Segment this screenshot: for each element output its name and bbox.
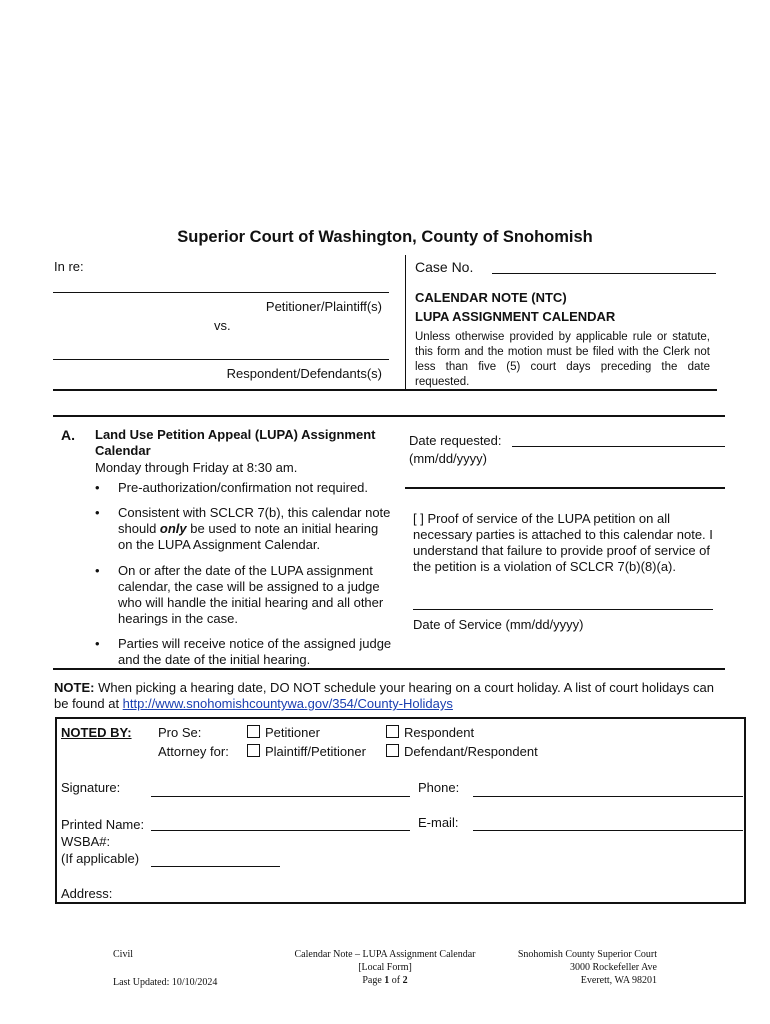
phone-field[interactable]: [473, 796, 743, 797]
attorney-plaintiff-checkbox[interactable]: [247, 744, 260, 757]
date-requested-label: Date requested:: [409, 433, 502, 448]
pro-se-petitioner-checkbox[interactable]: [247, 725, 260, 738]
email-field[interactable]: [473, 830, 743, 831]
page-total: 2: [402, 975, 408, 986]
vs-label: vs.: [214, 318, 231, 333]
form-title-lupa: LUPA ASSIGNMENT CALENDAR: [415, 309, 616, 324]
petitioner-name-line: [53, 292, 389, 293]
address-label: Address:: [61, 886, 113, 901]
printed-name-label: Printed Name:: [61, 817, 145, 832]
date-requested-field[interactable]: [512, 446, 725, 447]
date-requested-rule: [405, 487, 725, 489]
phone-label: Phone:: [418, 780, 460, 795]
footer-last-updated: Last Updated: 10/10/2024: [113, 977, 218, 988]
footer-form-name: Calendar Note – LUPA Assignment Calendar: [294, 949, 476, 960]
holidays-link[interactable]: http://www.snohomishcountywa.gov/354/County-Holidays: [122, 696, 453, 711]
email-label: E-mail:: [418, 815, 459, 830]
pro-se-respondent-checkbox[interactable]: [386, 725, 399, 738]
printed-name-field[interactable]: [151, 830, 410, 831]
signature-field[interactable]: [151, 796, 410, 797]
attorney-defendant-label: Defendant/Respondent: [404, 744, 538, 759]
pro-se-respondent-label: Respondent: [404, 725, 475, 740]
section-a-bottom-rule: [53, 668, 725, 670]
bullet-preauth-text: Pre-authorization/confirmation not required.: [118, 480, 369, 495]
case-no-field[interactable]: [492, 273, 716, 274]
bullet-notice: [95, 636, 395, 668]
respondent-name-line: [53, 359, 389, 360]
attorney-plaintiff-label: Plaintiff/Petitioner: [265, 744, 366, 759]
section-a-letter: A.: [61, 427, 75, 443]
date-of-service-field[interactable]: [413, 609, 713, 610]
page-of: of: [389, 975, 403, 986]
case-no-label: Case No.: [415, 259, 474, 275]
form-title-ntc: CALENDAR NOTE (NTC): [415, 290, 567, 305]
petitioner-label: Petitioner/Plaintiff(s): [265, 299, 382, 314]
caption-divider: [405, 255, 406, 391]
section-a-bullets: [95, 480, 395, 675]
note-text: When picking a hearing date, DO NOT schedule your hearing on a court holiday. A list of court holidays can be found at: [54, 680, 714, 711]
pro-se-petitioner-option[interactable]: [247, 725, 320, 740]
page-prefix: Page: [362, 975, 385, 986]
footer-court-name: Snohomish County Superior Court: [517, 949, 657, 960]
noted-by-label: NOTED BY:: [61, 725, 132, 740]
wsba-label: WSBA#:: [61, 834, 111, 849]
holiday-note: [54, 680, 724, 712]
pro-se-label: Pro Se:: [158, 725, 202, 740]
note-label: NOTE:: [54, 680, 95, 695]
attorney-defendant-option[interactable]: [386, 744, 538, 759]
bullet-sclcr: [95, 505, 395, 553]
respondent-label: Respondent/Defendants(s): [226, 366, 382, 381]
date-of-service-label: Date of Service (mm/dd/yyyy): [413, 617, 584, 632]
footer-court-info: [490, 948, 657, 987]
attorney-for-label: Attorney for:: [158, 744, 229, 759]
filing-deadline-note: Unless otherwise provided by applicable rule or statute, this form and the motion must be filed with the Clerk not less than five (5) court days preceding the date requested.: [415, 331, 710, 388]
bullet-assignment-text: On or after the date of the LUPA assignment calendar, the case will be assigned to a judge who will handle the initial hearing and all other hearings in the case.: [118, 563, 384, 626]
section-a-top-rule: [53, 415, 725, 417]
footer-page-number: [280, 974, 490, 987]
footer-address-1: 3000 Rockefeller Ave: [569, 962, 657, 973]
section-a-heading: Land Use Petition Appeal (LUPA) Assignment Calendar: [95, 427, 376, 458]
bullet-sclcr-rest: be used to note an initial hearing on the LUPA Assignment Calendar.: [118, 521, 379, 552]
pro-se-petitioner-label: Petitioner: [265, 725, 320, 740]
caption-bottom-rule: [53, 389, 717, 391]
attorney-defendant-checkbox[interactable]: [386, 744, 399, 757]
wsba-field[interactable]: [151, 866, 280, 867]
if-applicable-label: (If applicable): [61, 851, 140, 866]
pro-se-respondent-option[interactable]: [386, 725, 474, 740]
footer-local-form: [Local Form]: [358, 962, 412, 973]
footer-address-2: Everett, WA 98201: [580, 975, 657, 986]
bullet-assignment: [95, 563, 395, 627]
court-title: Superior Court of Washington, County of Snohomish: [177, 228, 593, 246]
page-num: 1: [384, 975, 390, 986]
footer-civil: Civil: [113, 949, 134, 960]
bullet-sclcr-emphasis: only: [159, 521, 187, 536]
bullet-sclcr-text: Consistent with SCLCR 7(b), this calendar note should: [118, 505, 391, 536]
proof-of-service-checkbox[interactable]: [ ] Proof of service of the LUPA petition on all necessary parties is attached to this calendar note. I understand that failure to provide proof of service of the petition is a violation of SCLCR 7(b)(8)(a).: [413, 511, 713, 574]
section-a-schedule: Monday through Friday at 8:30 am.: [95, 460, 298, 475]
date-format-label: (mm/dd/yyyy): [409, 451, 487, 466]
attorney-plaintiff-option[interactable]: [247, 744, 366, 759]
in-re-label: In re:: [54, 259, 84, 274]
signature-label: Signature:: [61, 780, 121, 795]
bullet-preauth: [95, 480, 395, 496]
footer-form-info: [280, 948, 490, 987]
bullet-notice-text: Parties will receive notice of the assigned judge and the date of the initial hearing.: [118, 636, 392, 667]
